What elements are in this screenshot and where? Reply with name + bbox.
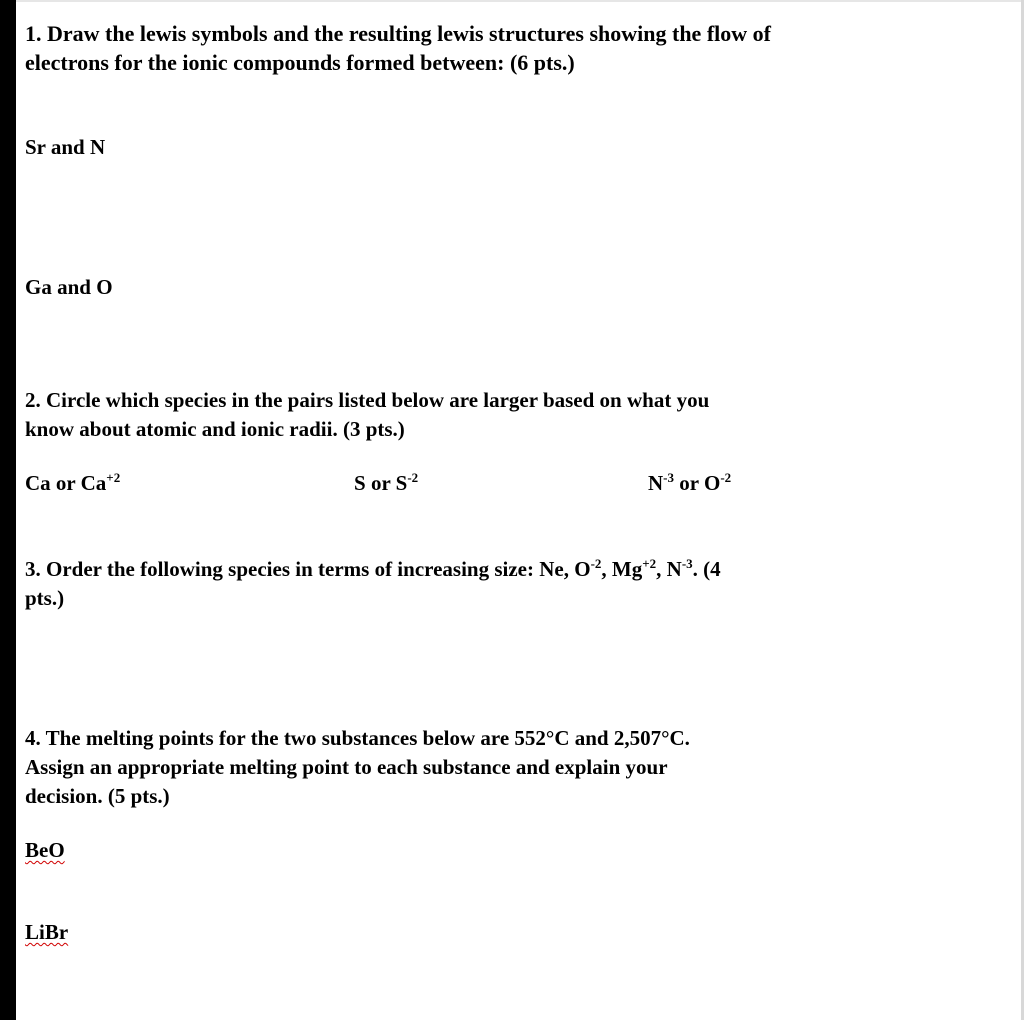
species-b: S bbox=[395, 471, 408, 495]
pair-separator: or bbox=[50, 471, 81, 495]
magnesium-charge: +2 bbox=[642, 556, 657, 571]
question-3-mid-1: , Mg bbox=[601, 557, 643, 581]
question-2-pair-ca bbox=[25, 469, 120, 498]
species-b-charge: +2 bbox=[106, 470, 121, 485]
species-b: O bbox=[703, 471, 721, 495]
pair-separator: or bbox=[674, 471, 704, 495]
substance-beo bbox=[25, 836, 65, 865]
question-4 bbox=[25, 724, 690, 811]
species-b-charge: -2 bbox=[407, 470, 419, 485]
question-2-line-1: 2. Circle which species in the pairs listed below are larger based on what you bbox=[25, 388, 710, 412]
question-1-line-1: 1. Draw the lewis symbols and the resulting lewis structures showing the flow of bbox=[25, 21, 771, 46]
question-3-line-1 bbox=[25, 555, 721, 584]
question-4-line-1: 4. The melting points for the two substances below are 552°C and 2,507°C. bbox=[25, 726, 690, 750]
top-edge bbox=[16, 0, 1024, 2]
question-2 bbox=[25, 386, 709, 444]
question-2-line-2: know about atomic and ionic radii. (3 pts.) bbox=[25, 417, 405, 441]
species-a: S bbox=[354, 471, 366, 495]
substance-beo-label: BeO bbox=[25, 838, 65, 862]
question-3-suffix: . (4 bbox=[692, 557, 721, 581]
species-b-charge: -2 bbox=[720, 470, 732, 485]
substance-libr bbox=[25, 918, 68, 947]
species-b: Ca bbox=[80, 471, 107, 495]
species-a: Ca bbox=[25, 471, 51, 495]
pair-separator: or bbox=[365, 471, 396, 495]
question-1-pair-ga-o: Ga and O bbox=[25, 275, 113, 299]
question-2-pair-n-o bbox=[648, 469, 731, 498]
species-a: N bbox=[648, 471, 664, 495]
question-4-line-3: decision. (5 pts.) bbox=[25, 784, 170, 808]
oxide-charge: -2 bbox=[590, 556, 602, 571]
species-a-charge: -3 bbox=[663, 470, 675, 485]
question-1-line-2: electrons for the ionic compounds formed between: (6 pts.) bbox=[25, 50, 575, 75]
question-1-pair-sr-n: Sr and N bbox=[25, 135, 106, 159]
question-2-pair-s bbox=[354, 469, 418, 498]
nitride-charge: -3 bbox=[681, 556, 693, 571]
question-3 bbox=[25, 555, 721, 613]
question-1 bbox=[25, 19, 771, 77]
question-3-mid-2: , N bbox=[656, 557, 682, 581]
question-4-line-2: Assign an appropriate melting point to each substance and explain your bbox=[25, 755, 668, 779]
question-3-line-2: pts.) bbox=[25, 586, 65, 610]
substance-libr-label: LiBr bbox=[25, 920, 69, 944]
question-3-prefix: 3. Order the following species in terms of increasing size: Ne, O bbox=[25, 557, 591, 581]
left-border-bar bbox=[0, 0, 16, 1020]
